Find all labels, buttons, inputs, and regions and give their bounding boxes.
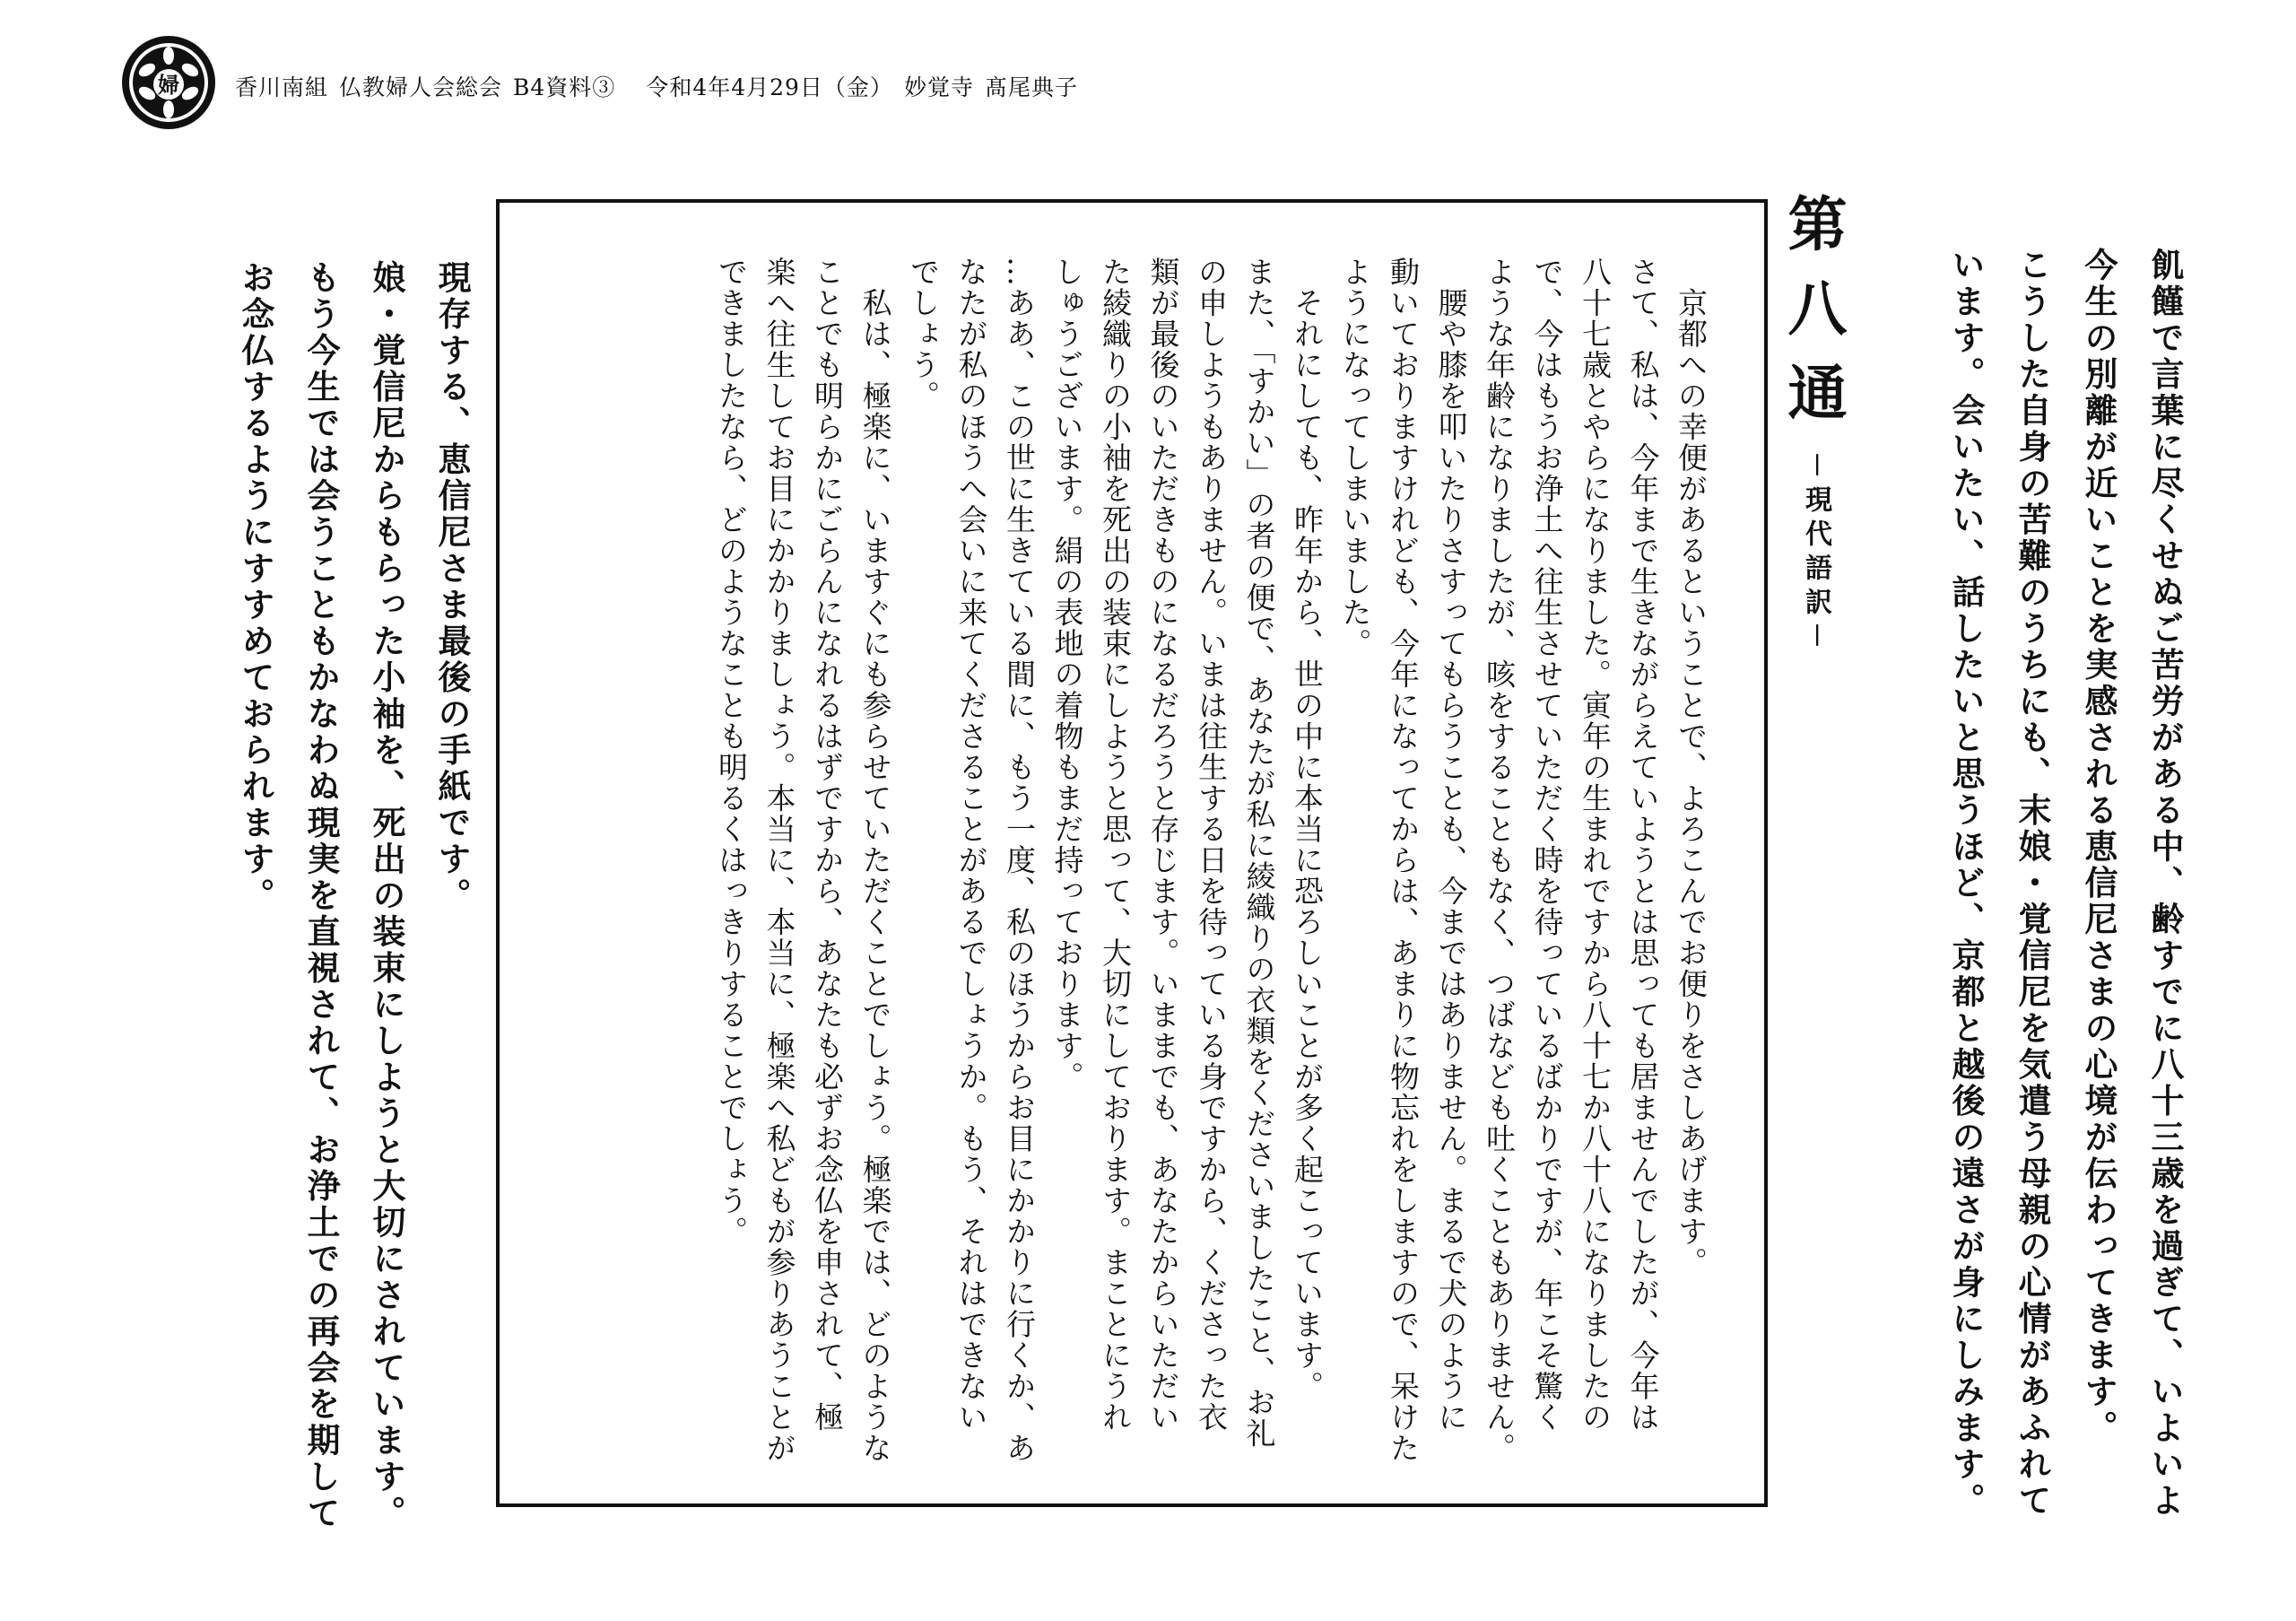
letter-line: 京都への幸便があるということで、よろこんでお便りをさしあげます。	[1674, 257, 1709, 1278]
letter-line: さて、私は、今年まで生きながらえていようとは思っても居ませんでしたが、今年は	[1625, 257, 1661, 1433]
intro-line: こうした自身の苦難のうちにも、末娘・覚信尼を気遣う母親の心情があふれて	[2013, 248, 2051, 1520]
letter-line: それにしても、昨年から、世の中に本当に恐ろしいことが多く起こっています。	[1290, 257, 1325, 1402]
outro-line: 娘・覚信尼からもらった小袖を、死出の装束にしようと大切にされています。	[367, 260, 405, 1532]
header-date: 令和4年4月29日（金）	[646, 74, 893, 100]
letter-line: 八十七歳とやらになりました。寅年の生まれですから八十七か八十八になりましたの	[1578, 257, 1613, 1433]
intro-line: 飢饉で言葉に尽くせぬご苦労がある中、齢すでに八十三歳を過ぎて、いよいよ	[2145, 248, 2184, 1520]
letter-line: しゅうございます。絹の表地の着物もまだ持っております。	[1049, 257, 1085, 1093]
document-header	[235, 70, 1109, 102]
letter-line: で、今はもうお浄土へ往生させていただく時を待っているばかりですが、年こそ驚く	[1529, 257, 1565, 1433]
outro-line: もう今生では会うこともかなわぬ現実を直視されて、お浄土での再会を期して	[301, 260, 340, 1532]
letter-line: の申しようもありません。いまは往生する日を待っている身ですから、くださった衣	[1194, 257, 1229, 1433]
header-author: 髙尾典子	[984, 74, 1078, 100]
fujinkai-emblem-icon	[120, 34, 217, 131]
letter-line: た綾織りの小袖を死出の装束にしようと思って、大切にしております。まことにうれ	[1098, 257, 1133, 1433]
closing-commentary	[222, 260, 484, 1532]
letter-line: …ああ、この世に生きている間に、もう一度、私のほうからお目にかかりに行くか、あ	[1002, 257, 1037, 1464]
header-meeting: 仏教婦人会総会	[339, 74, 503, 100]
header-doc-id: B4資料③	[513, 74, 616, 100]
outro-line: 現存する、恵信尼さま最後の手紙です。	[432, 260, 471, 914]
letter-translation-box	[496, 199, 1768, 1507]
letter-line: なたが私のほうへ会いに来てくださることがあるでしょうか。もう、それはできない	[953, 257, 989, 1433]
letter-line: また、「すかい」の者の便で、あなたが私に綾織りの衣類をくださいましたこと、お礼	[1241, 257, 1277, 1449]
letter-line: 楽へ往生してお目にかかりましょう。本当に、本当に、極楽へ私どもが参りあうことが	[761, 257, 797, 1464]
letter-line: できましたなら、どのようなことも明るくはっきりすることでしょう。	[714, 257, 749, 1247]
section-title: 第八通	[1778, 193, 1848, 446]
emblem-character: 婦	[158, 73, 179, 98]
intro-line: 今生の別離が近いことを実感される恵信尼さまの心境が伝わってきます。	[2079, 248, 2118, 1447]
letter-line: 動いておりますけれども、今年になってからは、あまりに物忘れをしますので、呆けた	[1386, 257, 1421, 1464]
letter-line: ような年齢になりましたが、咳をすることもなく、つばなども吐くこともありません。	[1482, 257, 1517, 1464]
letter-body	[708, 257, 1716, 1464]
letter-line: 腰や膝を叩いたりさすってもらうことも、今まではありません。まるで犬のように	[1433, 257, 1469, 1433]
intro-line: います。会いたい、話したいと思うほど、京都と越後の遠さが身にしみます。	[1946, 248, 1985, 1520]
letter-line: ようになってしまいました。	[1337, 257, 1373, 659]
letter-line: 私は、極楽に、いますぐにも参らせていただくことでしょう。極楽では、どのような	[857, 257, 893, 1464]
header-temple: 妙覚寺	[903, 74, 974, 100]
letter-line: 類が最後のいただきものになるだろうと存じます。いままでも、あなたからいただい	[1145, 257, 1181, 1433]
outro-line: お念仏するようにすすめておられます。	[236, 260, 274, 914]
letter-line: ことでも明らかにごらんになれるはずですから、あなたも必ずお念仏を申されて、極	[810, 257, 845, 1433]
intro-commentary	[1932, 248, 2197, 1548]
header-group: 香川南組	[235, 74, 329, 100]
letter-line: でしょう。	[906, 257, 941, 412]
section-subtitle: －現代語訳－	[1800, 451, 1831, 656]
